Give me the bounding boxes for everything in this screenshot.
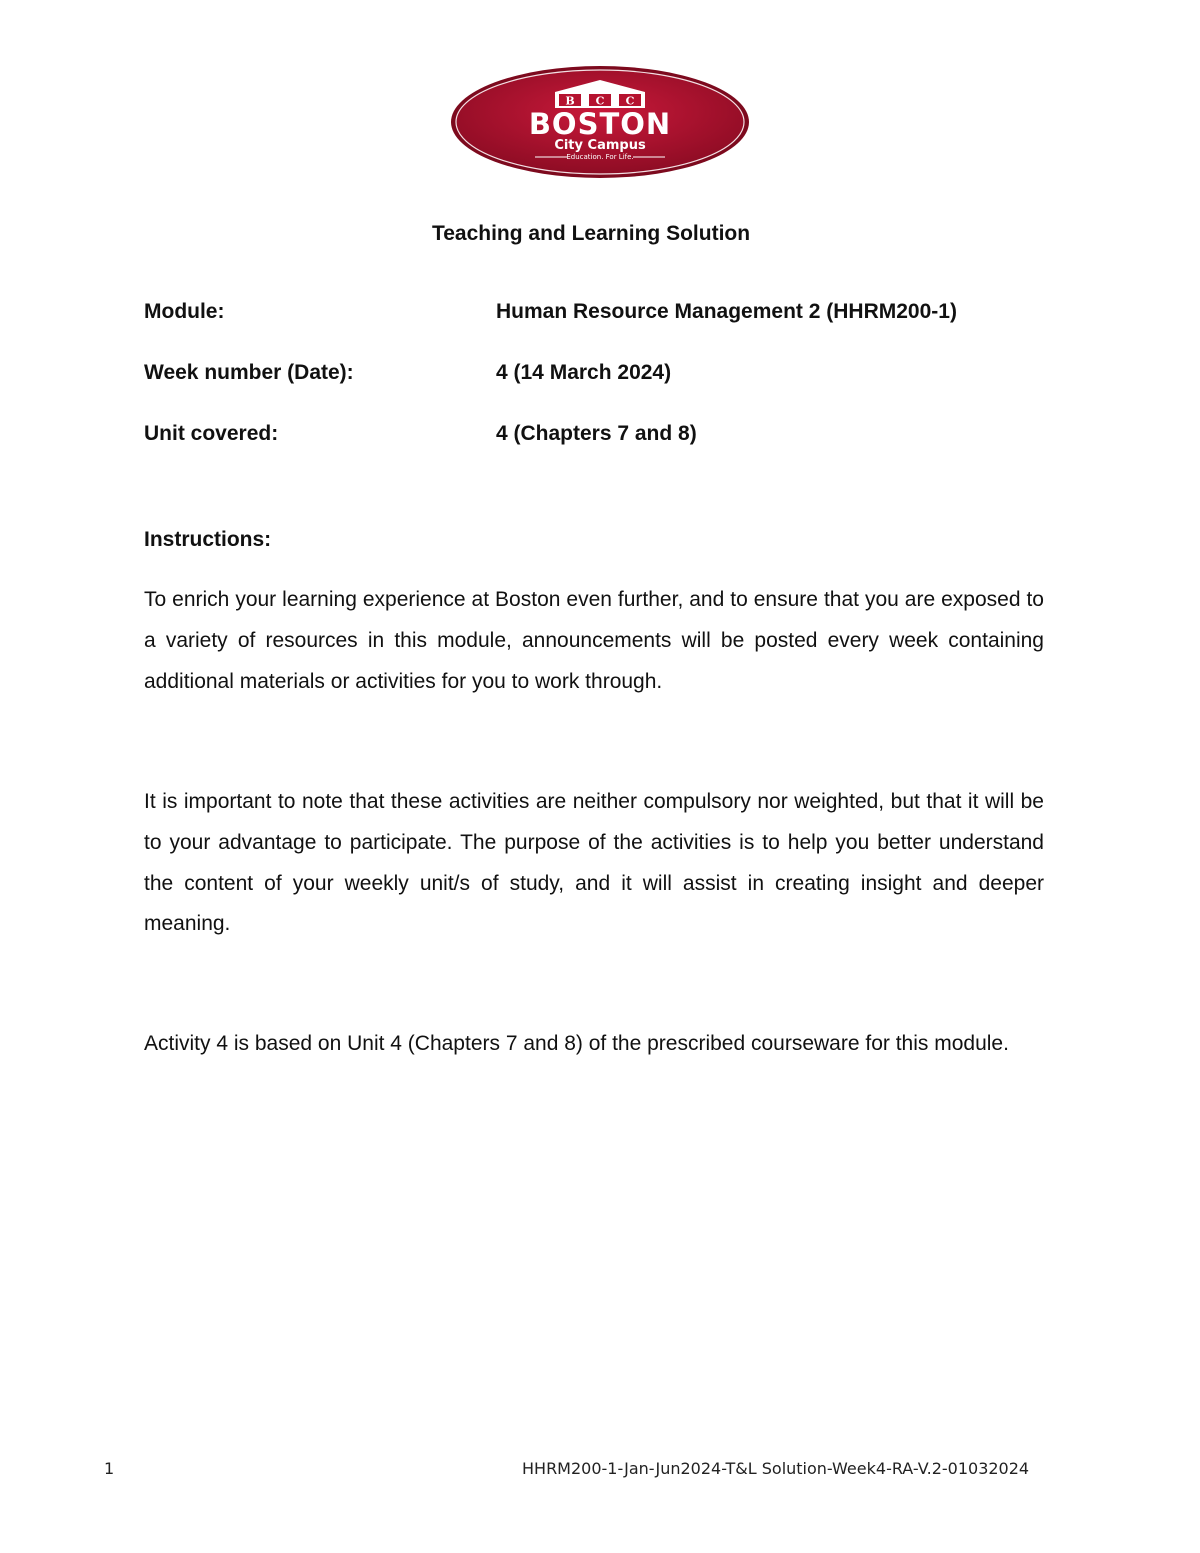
paragraph: It is important to note that these activities are neither compulsory nor weighted, but that it will be to your advantage to participate. The purpose of the activities is to help you better understand the content of your weekly unit/s of study, and it will assist in creating insight and deeper meaning. bbox=[144, 790, 1044, 936]
module-label: Module: bbox=[144, 300, 225, 323]
page-number: 1 bbox=[104, 1459, 115, 1478]
module-value: Human Resource Management 2 (HHRM200-1) bbox=[496, 300, 957, 323]
logo-subtitle: City Campus bbox=[554, 138, 646, 153]
paragraph: To enrich your learning experience at Boston even further, and to ensure that you are exposed to a variety of resources in this module, announcements will be posted every week containing additional materials or activities for you to work through. bbox=[144, 588, 1044, 693]
boston-city-campus-logo bbox=[449, 64, 751, 180]
week-label: Week number (Date): bbox=[144, 361, 354, 384]
paragraph: Activity 4 is based on Unit 4 (Chapters 7 and 8) of the prescribed courseware for this module. bbox=[144, 1032, 1009, 1055]
svg-text:C: C bbox=[595, 94, 605, 108]
week-value: 4 (14 March 2024) bbox=[496, 361, 672, 384]
logo-tagline: Education. For Life. bbox=[566, 153, 634, 161]
logo-name: BOSTON bbox=[528, 107, 672, 141]
instructions-heading: Instructions: bbox=[144, 528, 272, 551]
document-reference: HHRM200-1-Jan-Jun2024-T&L Solution-Week4-RA-V.2-01032024 bbox=[522, 1459, 1030, 1478]
svg-text:B: B bbox=[565, 94, 575, 108]
unit-label: Unit covered: bbox=[144, 422, 279, 445]
document-title: Teaching and Learning Solution bbox=[431, 222, 751, 245]
svg-text:C: C bbox=[625, 94, 635, 108]
unit-value: 4 (Chapters 7 and 8) bbox=[496, 422, 697, 445]
